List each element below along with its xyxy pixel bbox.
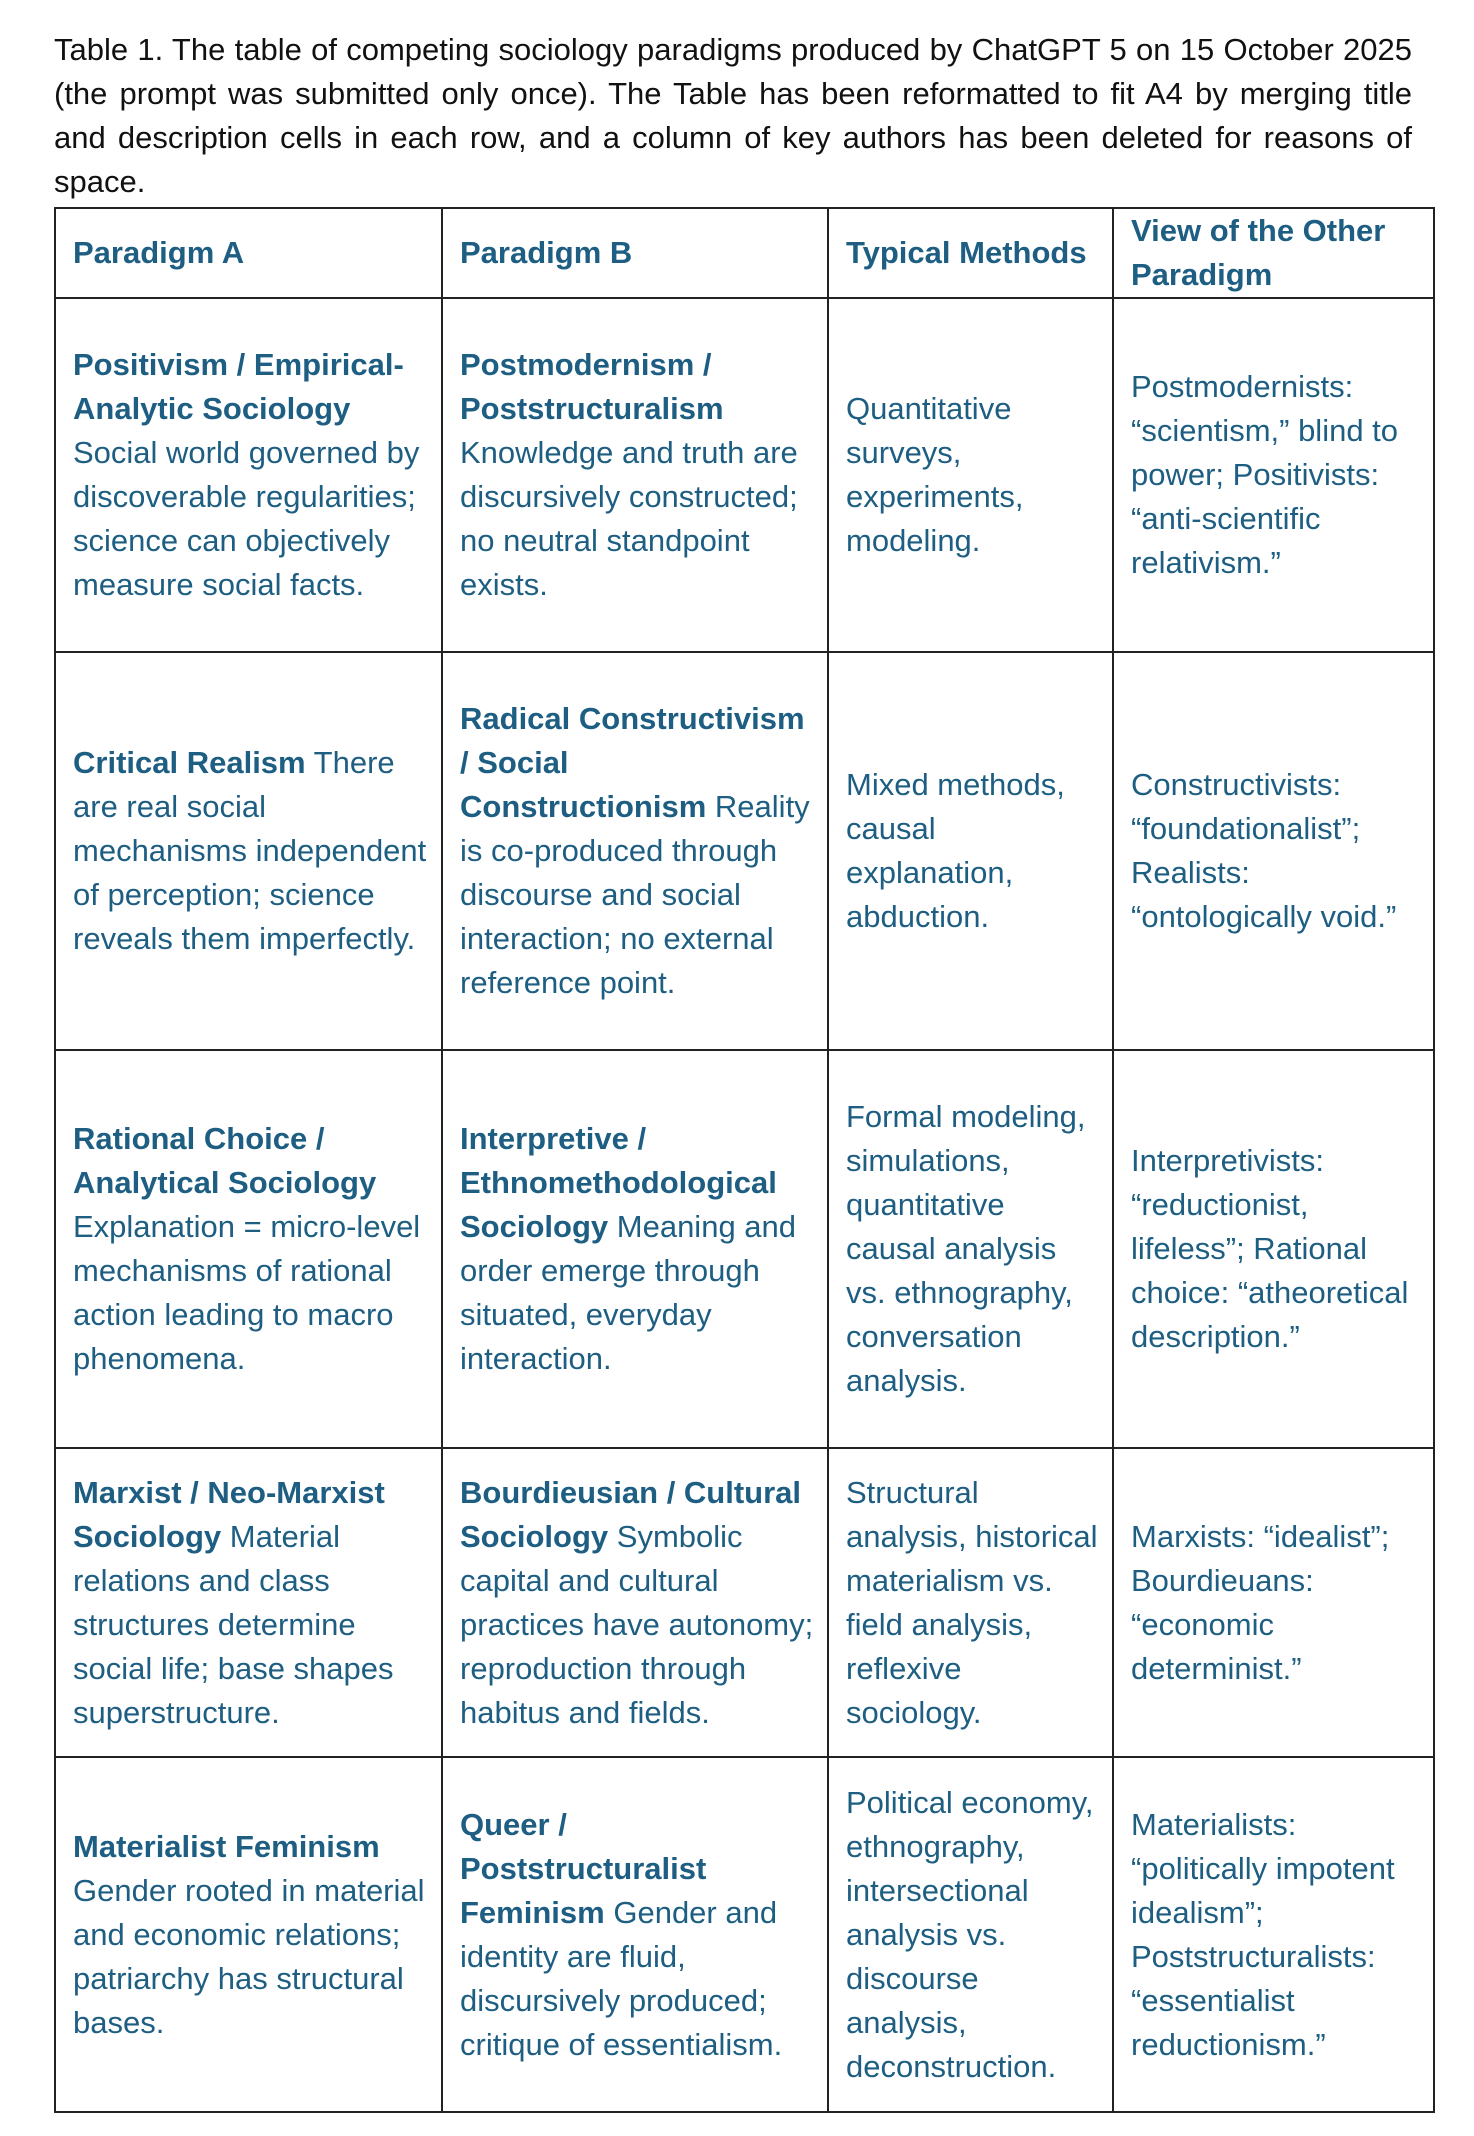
view-cell: Postmodernists: “scientism,” blind to power; Positivists: “anti-scientific relativism.” [1113, 298, 1434, 652]
table-row [55, 652, 1434, 1050]
header-paradigm-a: Paradigm A [55, 208, 442, 298]
methods-cell: Structural analysis, historical materialism vs. field analysis, reflexive sociology. [828, 1448, 1113, 1757]
paradigm-a-cell [55, 298, 442, 652]
paradigm-a-cell [55, 1448, 442, 1757]
paradigm-b-cell [442, 652, 828, 1050]
table-row [55, 1757, 1434, 2112]
table-caption: Table 1. The table of competing sociology paradigms produced by ChatGPT 5 on 15 October 2025 (the prompt was submitted only once). The Table has been reformatted to fit A4 by merging title and description cells in each row, and a column of key authors has been deleted for reasons of space. [54, 32, 1412, 199]
paradigm-a-title: Materialist Feminism [73, 1828, 380, 1864]
table-header-row [55, 208, 1434, 298]
methods-cell: Mixed methods, causal explanation, abduction. [828, 652, 1113, 1050]
paradigm-b-title: Bourdieusian / Cultural Sociology [460, 1474, 802, 1554]
paradigm-a-cell [55, 652, 442, 1050]
paradigm-a-description: Material relations and class structures determine social life; base shapes superstructure. [73, 1518, 394, 1730]
paradigm-b-title: Radical Constructivism / Social Constructionism [460, 701, 805, 824]
paradigm-b-cell [442, 298, 828, 652]
paradigm-b-description: Meaning and order emerge through situated, everyday interaction. [460, 1209, 797, 1376]
paradigm-a-cell [55, 1757, 442, 2112]
header-typical-methods: Typical Methods [828, 208, 1113, 298]
paradigm-b-title: Postmodernism / Poststructuralism [460, 347, 724, 426]
table-row [55, 1448, 1434, 1757]
methods-cell: Quantitative surveys, experiments, modeling. [828, 298, 1113, 652]
paradigm-a-title: Critical Realism [73, 745, 306, 780]
paradigm-a-title: Positivism / Empirical-Analytic Sociology [73, 347, 404, 426]
paradigm-b-cell [442, 1050, 828, 1448]
paradigm-b-cell [442, 1757, 828, 2112]
paradigm-a-description: There are real social mechanisms independent of perception; science reveals them imperfectly. [73, 745, 427, 956]
paradigm-a-title: Rational Choice / Analytical Sociology [73, 1121, 377, 1200]
table-row [55, 1050, 1434, 1448]
paradigm-a-description: Explanation = micro-level mechanisms of rational action leading to macro phenomena. [73, 1209, 421, 1376]
paradigm-b-description: Gender and identity are fluid, discursively produced; critique of essentialism. [460, 1894, 783, 2062]
paradigm-b-description: Knowledge and truth are discursively constructed; no neutral standpoint exists. [460, 435, 798, 602]
paradigm-b-cell [442, 1448, 828, 1757]
paradigm-b-title: Interpretive / Ethnomethodological Sociology [460, 1121, 777, 1244]
paradigm-a-description: Social world governed by discoverable regularities; science can objectively measure social facts. [73, 435, 420, 602]
paradigm-b-description: Symbolic capital and cultural practices have autonomy; reproduction through habitus and fields. [460, 1518, 814, 1730]
table-row [55, 298, 1434, 652]
methods-cell: Political economy, ethnography, intersectional analysis vs. discourse analysis, deconstruction. [828, 1757, 1113, 2112]
header-paradigm-b: Paradigm B [442, 208, 828, 298]
paradigm-a-title: Marxist / Neo-Marxist Sociology [73, 1474, 385, 1554]
paradigm-a-cell [55, 1050, 442, 1448]
view-cell: Materialists: “politically impotent idealism”; Poststructuralists: “essentialist reductionism.” [1113, 1757, 1434, 2112]
paradigms-table [54, 207, 1435, 2113]
view-cell: Marxists: “idealist”; Bourdieuans: “economic determinist.” [1113, 1448, 1434, 1757]
paradigm-b-title: Queer / Poststructuralist Feminism [460, 1806, 707, 1930]
view-cell: Constructivists: “foundationalist”; Realists: “ontologically void.” [1113, 652, 1434, 1050]
paradigm-a-description: Gender rooted in material and economic relations; patriarchy has structural bases. [73, 1872, 425, 2040]
header-view-of-other: View of the Other Paradigm [1113, 208, 1434, 298]
paradigm-b-description: Reality is co-produced through discourse and social interaction; no external reference point. [460, 789, 810, 1000]
view-cell: Interpretivists: “reductionist, lifeless”; Rational choice: “atheoretical description.” [1113, 1050, 1434, 1448]
methods-cell: Formal modeling, simulations, quantitative causal analysis vs. ethnography, conversation analysis. [828, 1050, 1113, 1448]
